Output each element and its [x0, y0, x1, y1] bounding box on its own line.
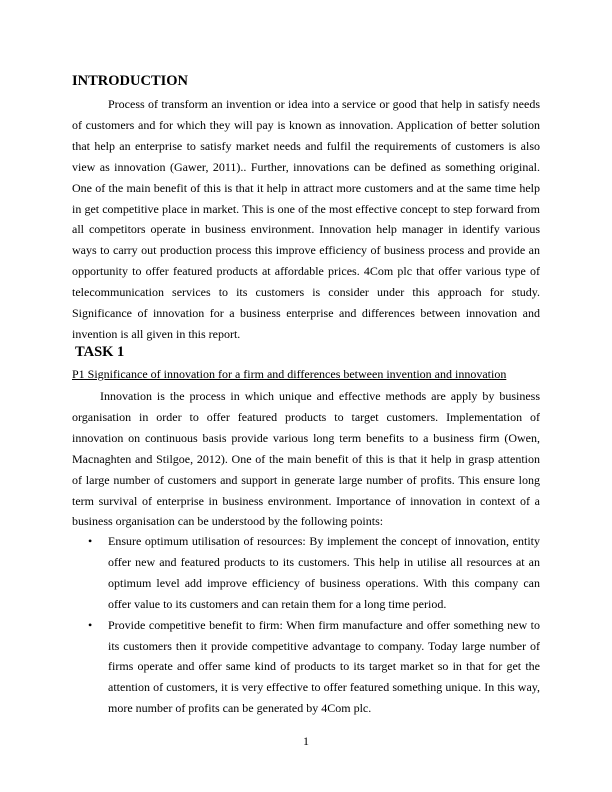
bullet-item — [72, 531, 540, 615]
introduction-paragraph: Process of transform an invention or idea into a service or good that help in satisfy needs of customers and for which they will pay is known as innovation. Application of better solution that help an enterprise to satisfy market needs and fulfil the requirements of customers is also view as innovation (Gawer, 2011).. Further, innovations can be defined as something original. One of the main benefit of this is that it help in attract more customers and at the same time help in get competitive place in market. This is one of the most effective concept to step forward from all competitors operate in business environment. Innovation help manager in identify various ways to carry out production process this improve efficiency of business process and provide an opportunity to offer featured products at affordable prices. 4Com plc that offer various type of telecommunication services to its customers is consider under this approach for study. Significance of innovation for a business enterprise and differences between innovation and invention is all given in this report. — [72, 97, 540, 341]
bullet-text: Provide competitive benefit to firm: When firm manufacture and offer something new to its customers then it provide competitive advantage to company. Today large number of firms operate and offer same kind of products to its target market so in that for get the attention of customers, it is very effective to offer featured something unique. In this way, more number of profits can be generated by 4Com plc. — [108, 617, 540, 716]
bullet-item — [72, 615, 540, 720]
bullet-list — [72, 531, 540, 719]
task-heading: TASK 1 — [75, 344, 125, 360]
section-subheading: P1 Significance of innovation for a firm and differences between invention and innovation — [72, 367, 507, 381]
bullet-icon: • — [88, 534, 93, 548]
task-paragraph: Innovation is the process in which unique and effective methods are apply by business organisation in order to offer featured products to target customers. Implementation of innovation on continuous basis provide various long term benefits to a business firm (Owen, Macnaghten and Stilgoe, 2012). One of the main benefit of this is that it help in grasp attention of large number of customers and support in generate large number of profits. This ensure long term survival of enterprise in business environment. Importance of innovation in context of a business organisation can be understood by the following points: — [72, 389, 540, 529]
bullet-text: Ensure optimum utilisation of resources: By implement the concept of innovation, entity offer new and featured products to its customers. This help in utilise all resources at an optimum level add improve efficiency of business operations. With this company can offer value to its customers and can retain them for a long time period. — [108, 534, 540, 611]
introduction-heading: INTRODUCTION — [72, 73, 189, 89]
bullet-icon: • — [88, 617, 93, 632]
page-number: 1 — [303, 734, 309, 748]
